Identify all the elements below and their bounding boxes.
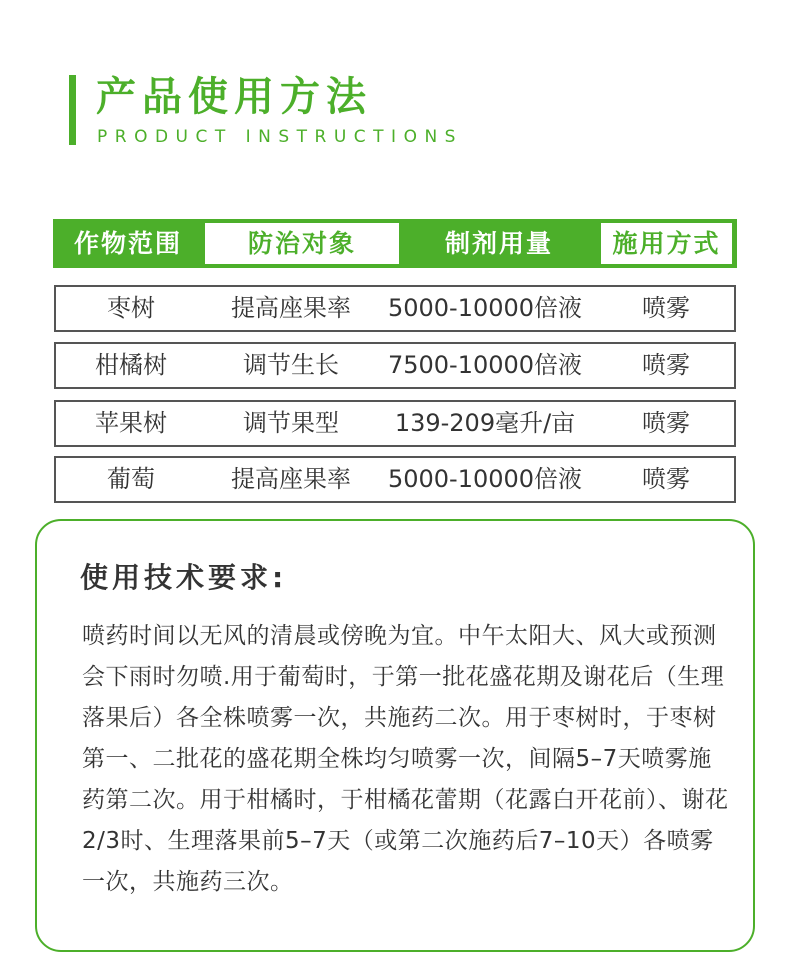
cell-method: 喷雾 bbox=[642, 409, 690, 437]
cell-dosage: 5000-10000倍液 bbox=[387, 294, 583, 322]
requirements-body: 喷药时间以无风的清晨或傍晚为宜。中午太阳大、风大或预测会下雨时勿喷.用于葡萄时，于第一批花盛花期及谢花后（生理落果后）各全株喷雾一次，共施药二次。用于枣树时，于枣树第一、二批花的盛花期全株均匀喷雾一次，间隔5–7天喷雾施药第二次。用于柑橘时，于柑橘花蕾期（花露白开花前）、谢花2/3时、生理落果前5–7天（或第二次施药后7–10天）各喷雾一次，共施药三次。 bbox=[82, 623, 729, 895]
cell-crop: 葡萄 bbox=[107, 465, 155, 493]
cell-target: 调节果型 bbox=[243, 409, 339, 437]
table-row bbox=[54, 285, 736, 332]
cell-method: 喷雾 bbox=[642, 351, 690, 379]
cell-method: 喷雾 bbox=[642, 294, 690, 322]
cell-dosage: 7500-10000倍液 bbox=[387, 351, 583, 379]
cell-crop: 苹果树 bbox=[95, 409, 167, 437]
table-row bbox=[54, 456, 736, 503]
cell-crop: 枣树 bbox=[107, 294, 155, 322]
requirements-title: 使用技术要求: bbox=[80, 561, 288, 594]
header-crop-range: 作物范围 bbox=[73, 229, 182, 258]
header-method: 施用方式 bbox=[601, 223, 732, 264]
cell-dosage: 139-209毫升/亩 bbox=[394, 409, 576, 437]
page-subtitle: PRODUCT INSTRUCTIONS bbox=[97, 127, 463, 147]
requirements-panel bbox=[35, 519, 755, 952]
page-title: 产品使用方法 bbox=[96, 74, 372, 120]
table-row bbox=[54, 342, 736, 389]
header-target: 防治对象 bbox=[205, 223, 399, 264]
cell-target: 提高座果率 bbox=[231, 294, 351, 322]
cell-dosage: 5000-10000倍液 bbox=[387, 465, 583, 493]
title-accent-bar bbox=[69, 75, 76, 145]
cell-crop: 柑橘树 bbox=[95, 351, 167, 379]
cell-method: 喷雾 bbox=[642, 465, 690, 493]
cell-target: 调节生长 bbox=[243, 351, 339, 379]
header-dosage: 制剂用量 bbox=[444, 229, 553, 258]
cell-target: 提高座果率 bbox=[231, 465, 351, 493]
table-header bbox=[53, 219, 737, 268]
table-row bbox=[54, 400, 736, 447]
